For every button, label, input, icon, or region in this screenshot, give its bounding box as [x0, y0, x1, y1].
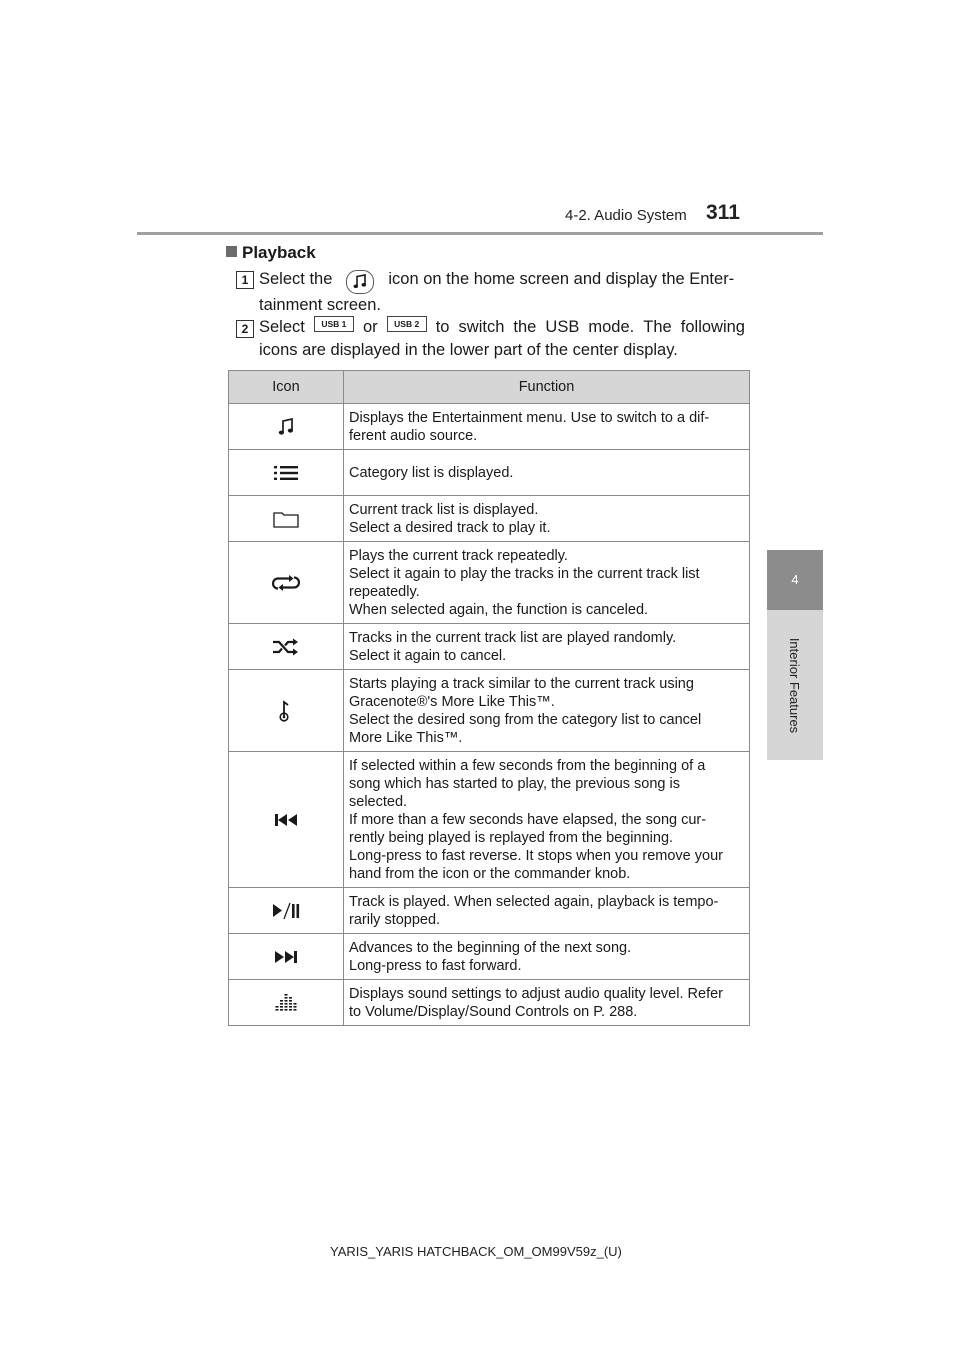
step-1-text: Select the icon on the home screen and display the Enter- tainment screen. — [259, 270, 735, 314]
table-header-row — [229, 371, 750, 404]
step-2-number: 2 — [236, 320, 254, 338]
table-row — [229, 670, 750, 752]
icon-function-table — [228, 370, 750, 1026]
table-row — [229, 496, 750, 542]
chapter-number: 4 — [791, 572, 799, 587]
music-note-icon — [278, 418, 294, 436]
table-row — [229, 888, 750, 934]
table-row — [229, 624, 750, 670]
folder-icon — [273, 510, 299, 528]
next-track-icon — [274, 950, 298, 964]
table-row — [229, 752, 750, 888]
function-description: Current track list is displayed. Select a desired track to play it. — [344, 496, 750, 542]
table-row — [229, 542, 750, 624]
page-number: 311 — [706, 201, 740, 224]
function-description: Plays the current track repeatedly. Select it again to play the tracks in the current track list repeatedly. When selected again, the function is canceled. — [344, 542, 750, 624]
usb-1-button-icon: USB 1 — [314, 316, 354, 332]
table-row — [229, 404, 750, 450]
step-2-text: Select USB 1 or USB 2 to switch the USB mode. The following icons are displayed in the lower part of the center display. — [259, 318, 745, 359]
function-description: Tracks in the current track list are played randomly. Select it again to cancel. — [344, 624, 750, 670]
equalizer-icon — [274, 993, 298, 1013]
chapter-title: Interior Features — [787, 637, 803, 733]
repeat-icon — [272, 574, 300, 592]
function-description: Advances to the beginning of the next song. Long-press to fast forward. — [344, 934, 750, 980]
step-1-number: 1 — [236, 271, 254, 289]
table-row — [229, 980, 750, 1026]
shuffle-icon — [272, 638, 300, 656]
function-description: Starts playing a track similar to the current track using Gracenote®'s More Like This™. Select the desired song from the category list to cancel More Like This™. — [344, 670, 750, 752]
section-title: 4-2. Audio System — [565, 207, 687, 224]
function-description: If selected within a few seconds from the beginning of a song which has started to play, the previous song is selected. If more than a few seconds have elapsed, the song cur- rently being played is replayed from the beginning. Long-press to fast reverse. It stops when you remove your hand from the icon or the commander knob. — [344, 752, 750, 888]
function-column-header: Function — [344, 371, 750, 404]
previous-track-icon — [274, 813, 298, 827]
document-footer: YARIS_YARIS HATCHBACK_OM_OM99V59z_(U) — [330, 1244, 622, 1259]
table-row — [229, 450, 750, 496]
usb-2-button-icon: USB 2 — [387, 316, 427, 332]
function-description: Category list is displayed. — [344, 450, 750, 496]
header-rule — [137, 232, 823, 235]
more-like-this-icon — [278, 700, 294, 722]
icon-column-header: Icon — [229, 371, 344, 404]
table-row — [229, 934, 750, 980]
function-description: Displays the Entertainment menu. Use to switch to a dif- ferent audio source. — [344, 404, 750, 450]
function-description: Track is played. When selected again, playback is tempo- rarily stopped. — [344, 888, 750, 934]
play-pause-icon — [271, 902, 301, 920]
heading-bullet-icon — [226, 246, 237, 257]
heading-text: Playback — [242, 243, 316, 262]
list-icon — [273, 465, 299, 481]
function-description: Displays sound settings to adjust audio quality level. Refer to Volume/Display/Sound Controls on P. 288. — [344, 980, 750, 1026]
music-note-icon — [346, 270, 374, 294]
playback-heading — [226, 243, 316, 263]
